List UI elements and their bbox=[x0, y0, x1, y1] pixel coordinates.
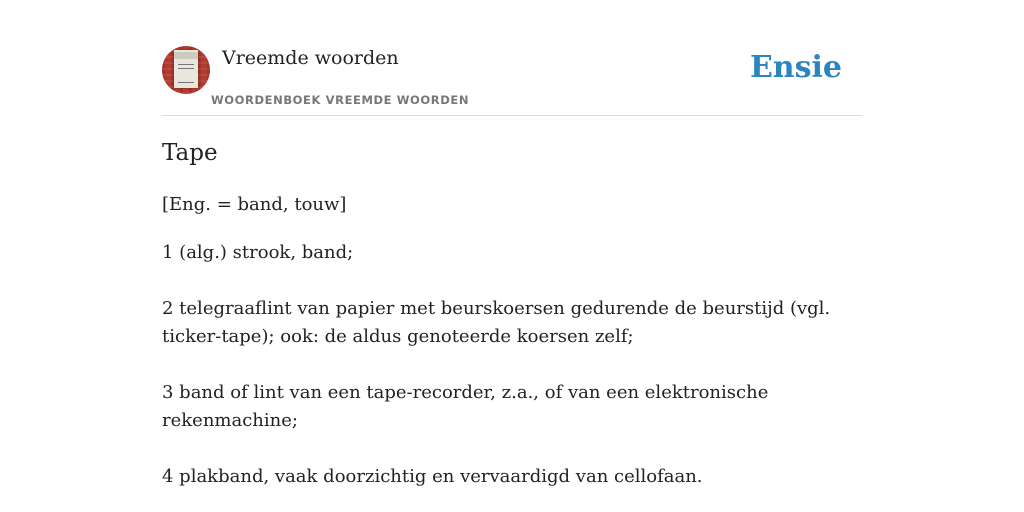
dictionary-avatar[interactable] bbox=[162, 46, 210, 94]
definition-item: 2 telegraaflint van papier met beurskoersen gedurende de beurstijd (vgl. ticker-tape); ook: de aldus genoteerde koersen zelf; bbox=[162, 298, 831, 347]
site-header bbox=[162, 46, 862, 116]
definition-item: 4 plakband, vaak doorzichtig en vervaardigd van cellofaan. bbox=[162, 466, 703, 487]
definition-item: 3 band of lint van een tape-recorder, z.a., of van een elektronische rekenmachine; bbox=[162, 382, 769, 431]
book-cover-icon bbox=[174, 50, 198, 88]
definition-item: 1 (alg.) strook, band; bbox=[162, 242, 354, 263]
definition-list bbox=[162, 239, 862, 512]
brand-logo-link[interactable]: Ensie bbox=[749, 50, 842, 85]
entry-etymology: [Eng. = band, touw] bbox=[162, 194, 347, 215]
site-title-link[interactable]: Vreemde woorden bbox=[222, 47, 399, 69]
site-subtitle: WOORDENBOEK VREEMDE WOORDEN bbox=[211, 93, 470, 107]
entry-word: Tape bbox=[162, 140, 218, 166]
